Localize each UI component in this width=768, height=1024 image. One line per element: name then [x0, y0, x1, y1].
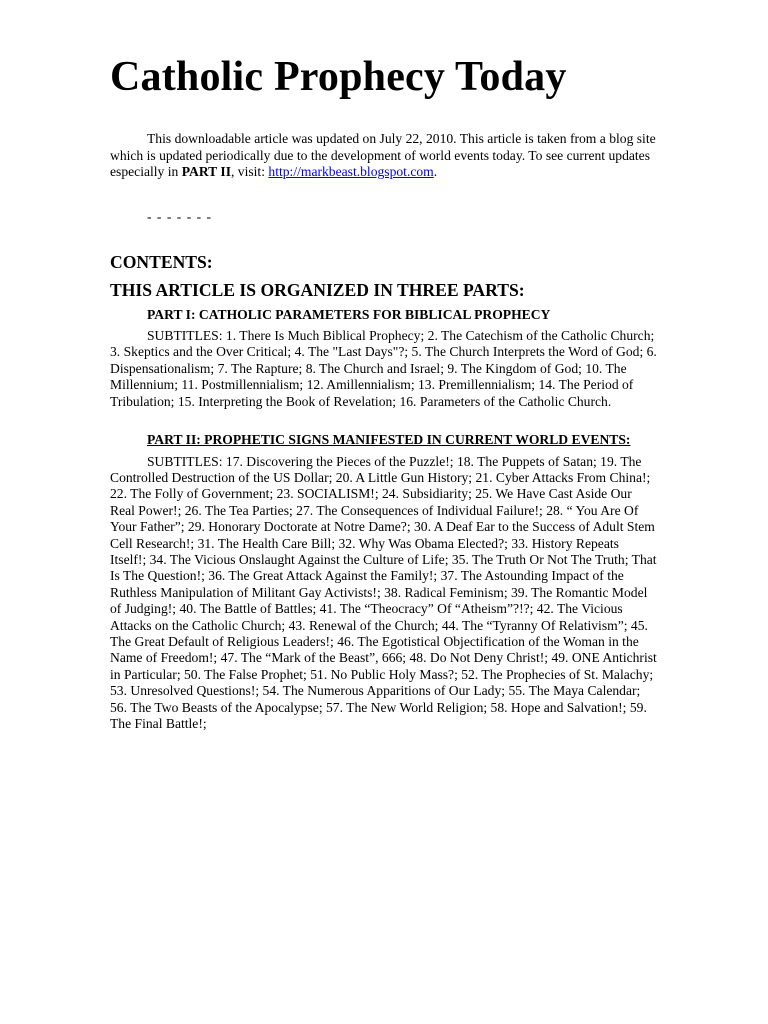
blog-link[interactable]: http://markbeast.blogspot.com — [268, 164, 434, 179]
part1-subtitles: SUBTITLES: 1. There Is Much Biblical Prophecy; 2. The Catechism of the Catholic Church; 3. Skeptics and the Over Critical; 4. The "Last Days"?; 5. The Church Interprets the Word of God; 6. Dispensationalism; 7. The Rapture; 8. The Church and Israel; 9. The Kingdom of God; 10. The Millennium; 11. Postmillennialism; 12. Amillennialism; 13. Premillennialism; 14. The Period of Tribulation; 15. Interpreting the Book of Revelation; 16. Parameters of the Catholic Church. — [110, 328, 657, 409]
intro-end-text: . — [433, 164, 438, 179]
contents-heading: CONTENTS: — [110, 251, 213, 272]
document-page — [110, 52, 658, 732]
separator: - - - - - - - — [147, 208, 213, 224]
part2-subtitles: SUBTITLES: 17. Discovering the Pieces of the Puzzle!; 18. The Puppets of Satan; 19. The Controlled Destruction of the US Dollar; 20. A Little Gun History; 21. Cyber Attacks From China!; 22. The Folly of Government; 23. SOCIALISM!; 24. Subsidiarity; 25. We Have Cast Aside Our Real Power!; 26. The Tea Parties; 27. The Consequences of Individual Failure!; 28. “ You Are Of Your Father”; 29. Honorary Doctorate at Notre Dame?; 30. A Deaf Ear to the Success of Adult Stem Cell Research!; 31. The Health Care Bill; 32. Why Was Obama Elected?; 33. History Repeats Itself!; 34. The Vicious Onslaught Against the Culture of Life; 35. The Truth Or Not The Truth; That Is The Question!; 36. The Great Attack Against the Family!; 37. The Astounding Impact of the Ruthless Manipulation of Militant Gay Activists!; 38. Radical Feminism; 39. The Romantic Model of Judging!; 40. The Battle of Battles; 41. The “Theocracy” Of “Atheism”?!?; 42. The Vicious Attacks on the Catholic Church; 43. Renewal of the Church; 44. The “Tyranny Of Relativism”; 45. The Great Default of Religious Leaders!; 46. The Egotistical Objectification of the Woman in the Name of Freedom!; 47. The “Mark of the Beast”, 666; 48. Do Not Deny Christ!; 49. ONE Antichrist in Particular; 50. The False Prophet; 51. No Public Holy Mass?; 52. The Prophecies of St. Malachy; 53. Unresolved Questions!; 54. The Numerous Apparitions of Our Lady; 55. The Maya Calendar; 56. The Two Beasts of the Apocalypse; 57. The New World Religion; 58. Hope and Salvation!; 59. The Final Battle!; — [110, 453, 657, 732]
intro-visit-text: , visit: — [231, 164, 269, 179]
part1-heading: PART I: CATHOLIC PARAMETERS FOR BIBLICAL PROPHECY — [147, 306, 551, 322]
intro-bold-part: PART II — [181, 164, 231, 179]
part1-section — [110, 307, 658, 411]
intro-text: This downloadable article was updated on July 22, 2010. This article is taken from a blog site which is updated periodically due to the development of world events today. To see current updates especially in — [110, 131, 656, 179]
part2-heading — [110, 432, 658, 449]
part2-heading-text: PART II: PROPHETIC SIGNS MANIFESTED IN CURRENT WORLD EVENTS: — [147, 432, 631, 448]
page-title: Catholic Prophecy Today — [110, 54, 567, 100]
organized-heading: THIS ARTICLE IS ORGANIZED IN THREE PARTS: — [110, 279, 525, 300]
part2-section — [110, 432, 658, 732]
intro-paragraph — [110, 131, 658, 181]
